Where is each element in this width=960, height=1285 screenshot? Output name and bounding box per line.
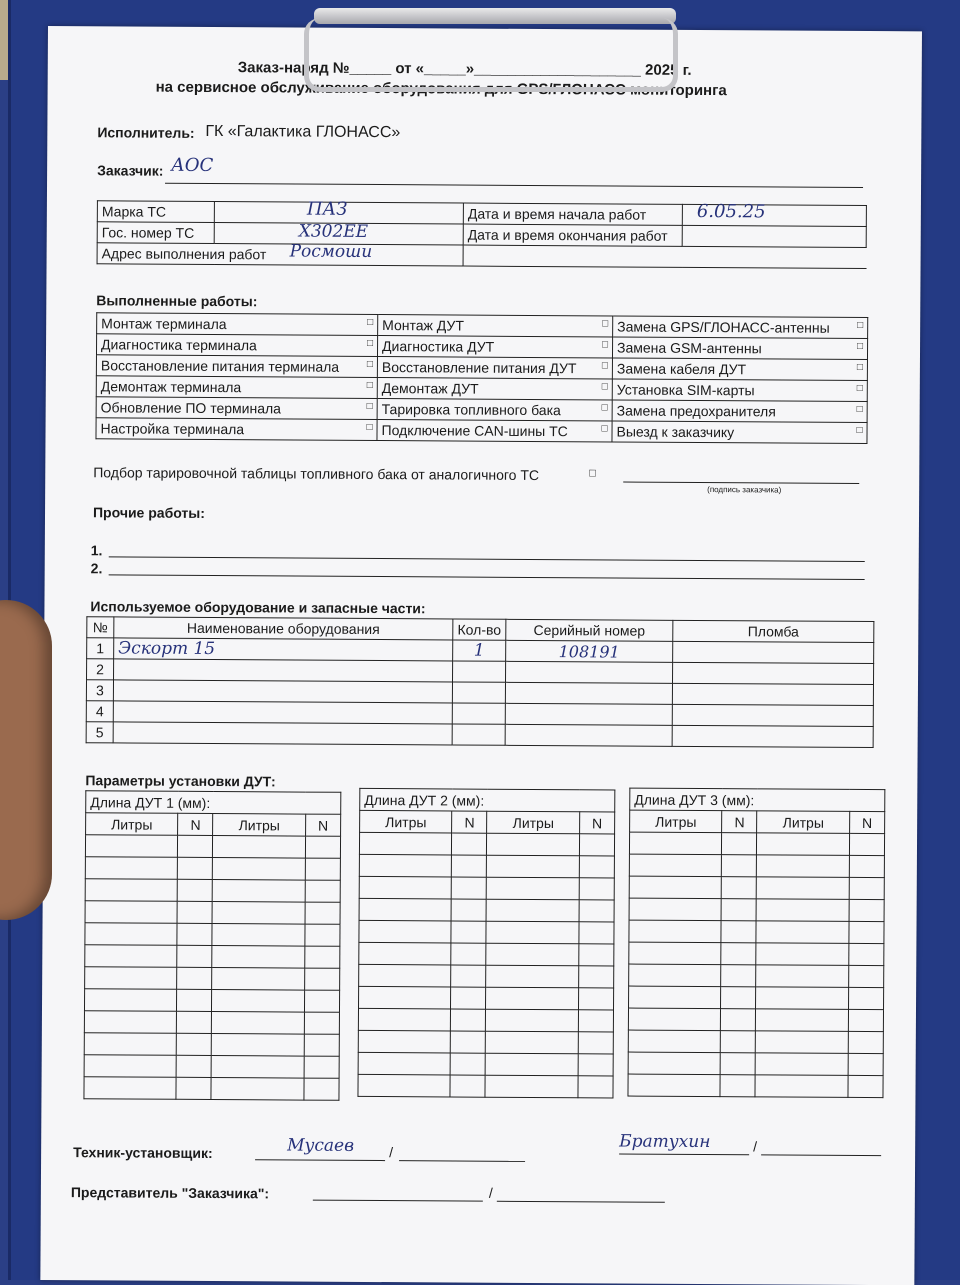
checkbox[interactable]: □ xyxy=(601,360,608,372)
checkbox[interactable]: □ xyxy=(366,337,374,349)
plate-value: Х302ЕЕ xyxy=(298,221,369,242)
checkbox[interactable]: □ xyxy=(856,403,863,415)
table-row xyxy=(359,986,614,1010)
start-label: Дата и время начала работ xyxy=(463,203,682,225)
vehicle-table xyxy=(97,200,867,269)
equipment-table xyxy=(86,616,875,748)
work-item: Замена GSM-антенны xyxy=(616,339,762,357)
customer-line xyxy=(165,183,863,188)
make-label: Марка ТС xyxy=(97,201,214,223)
other-line-2-number: 2. xyxy=(90,560,103,577)
table-row xyxy=(85,857,340,881)
table-row xyxy=(628,1052,883,1076)
tech-label: Техник-установщик: xyxy=(73,1144,213,1162)
checkbox[interactable]: □ xyxy=(856,340,864,352)
col-litres: Литры xyxy=(487,811,579,834)
table-row xyxy=(629,876,884,900)
table-row: 2 xyxy=(87,659,874,685)
dut-title: Параметры установки ДУТ: xyxy=(85,772,276,790)
work-item: Восстановление питания ДУТ xyxy=(381,359,577,377)
col-n: N xyxy=(579,812,614,834)
address-label: Адрес выполнения работ xyxy=(101,245,267,263)
col-header: № xyxy=(87,617,114,638)
equipment-name: Эскорт 15 xyxy=(118,638,216,660)
col-n: N xyxy=(452,811,487,833)
table-row: 4 xyxy=(86,701,873,727)
table-row: 3 xyxy=(86,680,873,706)
other-works-title: Прочие работы: xyxy=(92,504,205,521)
col-litres: Литры xyxy=(86,813,178,836)
work-item: Замена кабеля ДУТ xyxy=(616,360,747,378)
work-item: Замена GPS/ГЛОНАСС-антенны xyxy=(617,318,830,336)
col-litres: Литры xyxy=(213,814,305,837)
dut-table-2 xyxy=(357,788,615,1099)
table-row: 1 Эскорт 15 1 108191 xyxy=(87,638,874,664)
title-line-1: Заказ-наряд №_____ от «_____»____________________ 2025 г. xyxy=(237,59,692,79)
checkbox[interactable]: □ xyxy=(601,402,608,414)
table-row xyxy=(629,898,884,922)
checkbox[interactable]: □ xyxy=(601,423,608,435)
sign-caption: (подпись заказчика) xyxy=(707,485,782,495)
table-row xyxy=(629,964,884,988)
other-line-1 xyxy=(109,556,865,562)
checkbox[interactable]: □ xyxy=(856,382,863,394)
work-item: Установка SIM-карты xyxy=(616,381,755,399)
work-item: Диагностика ДУТ xyxy=(382,338,495,355)
executor-label: Исполнитель: xyxy=(97,124,195,141)
table-row xyxy=(629,920,884,944)
work-item: Монтаж ДУТ xyxy=(382,317,464,334)
dut-table-3 xyxy=(627,788,885,1099)
work-item: Восстановление питания терминала xyxy=(100,357,340,375)
col-header: Кол-во xyxy=(453,619,506,640)
col-n: N xyxy=(178,813,213,835)
equipment-title: Используемое оборудование и запасные части: xyxy=(90,598,426,617)
checkbox[interactable]: □ xyxy=(602,318,609,330)
table-row xyxy=(629,832,884,856)
table-row xyxy=(85,923,340,947)
table-row xyxy=(84,1033,339,1057)
calibration-label: Подбор тарировочной таблицы топливного бака от аналогичного ТС xyxy=(93,464,540,484)
work-item: Обновление ПО терминала xyxy=(100,399,282,417)
checkbox[interactable]: □ xyxy=(856,361,863,373)
address-value: Росмоши xyxy=(289,241,373,262)
dut-length-label: Длина ДУТ 3 (мм): xyxy=(630,788,885,812)
work-item: Выезд к заказчику xyxy=(616,423,735,441)
hand-thumb xyxy=(0,600,52,920)
works-table xyxy=(95,312,868,444)
tech-signature-2: Братухин xyxy=(619,1131,711,1153)
work-item: Подключение CAN-шины ТС xyxy=(381,422,568,440)
title-line-2: на сервисное обслуживание оборудования для GPS/ГЛОНАСС мониторинга xyxy=(155,78,727,100)
tech-sign-line-4 xyxy=(761,1154,881,1156)
tech-sign-line-3 xyxy=(619,1154,749,1156)
checkbox[interactable]: □ xyxy=(366,421,373,433)
table-row xyxy=(358,1074,613,1098)
work-item: Диагностика терминала xyxy=(101,336,257,354)
table-row xyxy=(629,942,884,966)
table-row xyxy=(359,964,614,988)
rep-label: Представитель "Заказчика": xyxy=(70,1184,270,1202)
dut-length-label: Длина ДУТ 2 (мм): xyxy=(360,788,615,812)
table-row xyxy=(85,901,340,925)
table-row xyxy=(85,945,340,969)
table-row xyxy=(359,854,614,878)
checkbox[interactable]: □ xyxy=(366,379,373,391)
table-row xyxy=(359,876,614,900)
table-row xyxy=(358,1008,613,1032)
col-litres: Литры xyxy=(630,810,722,833)
col-n: N xyxy=(305,814,340,836)
checkbox[interactable]: □ xyxy=(366,400,373,412)
plate-label: Гос. номер ТС xyxy=(97,222,214,244)
work-order-sheet: Заказ-наряд №_____ от «_____»____________________ 2025 г. на сервисное обслуживание оборудования для GPS/ГЛОНАСС мониторинга Исполнитель: ГК «Галактика ГЛОНАСС» Заказчик: АОС Марка ТС ПАЗ Дата и время начала работ 6.05.25 Гос. номер ТС Х302ЕЕ Дата и время окончания работ Адрес выполнения работ Росмоши Выполненные работы: Монтаж терминала □ Монтаж ДУТ □ Замена GPS/ГЛОНАСС-антенны □ Диагностика терминала □ Диагностика ДУТ □ Замена GSM-антенны □ Восстановление питания терминала □ Восстановление питания ДУТ □ Замена кабеля ДУТ □ Демонтаж терминала □ Демонтаж ДУТ □ Установка SIM-карты □ Обновление ПО терминала □ Тарировка топливного бака □ Замена предохранителя □ Настройка терминала □ Подключение CAN-шины ТС □ Выезд к заказчику □ Подбор тарировочной таблицы топливного бака от аналогичного ТС □ (подпись заказчика) Прочие работы: 1. 2. Используемое оборудование и запасные части: № Наименование оборудования Кол-во Серийный номер Пломба 1 Эскорт 15 1 108191 2 3 4 5 Параметры установки ДУТ: Длина ДУТ 1 (мм): Литры N Литры N Длина ДУТ 2 (мм): Литры N Литры N Длина ДУТ 3 (мм): Литры N Литры N Техник-установщик: Мусаев / Братухин / Представитель "Заказчика": / xyxy=(40,26,922,1285)
checkbox[interactable]: □ xyxy=(601,381,608,393)
table-row xyxy=(628,1074,883,1098)
executor-value: ГК «Галактика ГЛОНАСС» xyxy=(205,122,401,142)
tech-signature-1: Мусаев xyxy=(287,1135,355,1156)
col-n: N xyxy=(849,811,884,833)
rep-sign-line-2 xyxy=(497,1201,665,1203)
work-item: Монтаж терминала xyxy=(101,315,227,333)
table-row: 5 xyxy=(86,722,873,748)
table-row xyxy=(84,1011,339,1035)
work-item: Демонтаж терминала xyxy=(100,378,242,396)
table-row xyxy=(359,832,614,856)
checkbox[interactable]: □ xyxy=(367,316,374,328)
make-value: ПАЗ xyxy=(306,198,348,220)
equipment-qty: 1 xyxy=(473,640,485,661)
works-title: Выполненные работы: xyxy=(96,292,258,310)
table-row xyxy=(359,942,614,966)
customer-sign-line xyxy=(623,482,859,484)
tech-sign-line-2 xyxy=(399,1160,525,1162)
table-row xyxy=(629,854,884,878)
table-row xyxy=(628,1030,883,1054)
table-row xyxy=(85,835,340,859)
checkbox[interactable]: □ xyxy=(857,319,864,331)
table-row xyxy=(359,920,614,944)
table-row xyxy=(629,986,884,1010)
end-value xyxy=(682,225,866,247)
equipment-serial: 108191 xyxy=(558,641,620,662)
table-row xyxy=(85,967,340,991)
other-line-1-number: 1. xyxy=(90,542,103,559)
table-row xyxy=(84,989,339,1013)
table-row xyxy=(85,879,340,903)
checkbox[interactable]: □ xyxy=(601,339,609,351)
col-n: N xyxy=(722,811,757,833)
other-line-2 xyxy=(109,574,865,580)
col-header: Серийный номер xyxy=(506,619,673,641)
end-label: Дата и время окончания работ xyxy=(463,224,682,246)
col-litres: Литры xyxy=(757,811,849,834)
col-header: Наименование оборудования xyxy=(114,617,453,640)
customer-value: АОС xyxy=(171,154,214,177)
rep-sign-line-1 xyxy=(313,1200,483,1202)
calibration-checkbox[interactable]: □ xyxy=(589,467,596,480)
checkbox[interactable]: □ xyxy=(856,424,863,436)
work-item: Настройка терминала xyxy=(100,420,245,438)
table-row xyxy=(358,1030,613,1054)
dut-table-1 xyxy=(83,790,341,1101)
table-row xyxy=(84,1077,339,1101)
work-item: Тарировка топливного бака xyxy=(381,401,561,419)
clipboard-clip xyxy=(300,4,690,100)
checkbox[interactable]: □ xyxy=(366,358,373,370)
tech-sign-line-1 xyxy=(255,1159,385,1161)
table-row xyxy=(359,898,614,922)
col-litres: Литры xyxy=(360,810,452,833)
customer-label: Заказчик: xyxy=(97,162,164,179)
table-row xyxy=(84,1055,339,1079)
work-item: Замена предохранителя xyxy=(616,402,776,420)
table-row xyxy=(358,1052,613,1076)
col-header: Пломба xyxy=(673,620,874,642)
work-item: Демонтаж ДУТ xyxy=(381,380,479,397)
table-row xyxy=(628,1008,883,1032)
dut-length-label: Длина ДУТ 1 (мм): xyxy=(86,791,341,815)
start-value: 6.05.25 xyxy=(696,200,766,223)
